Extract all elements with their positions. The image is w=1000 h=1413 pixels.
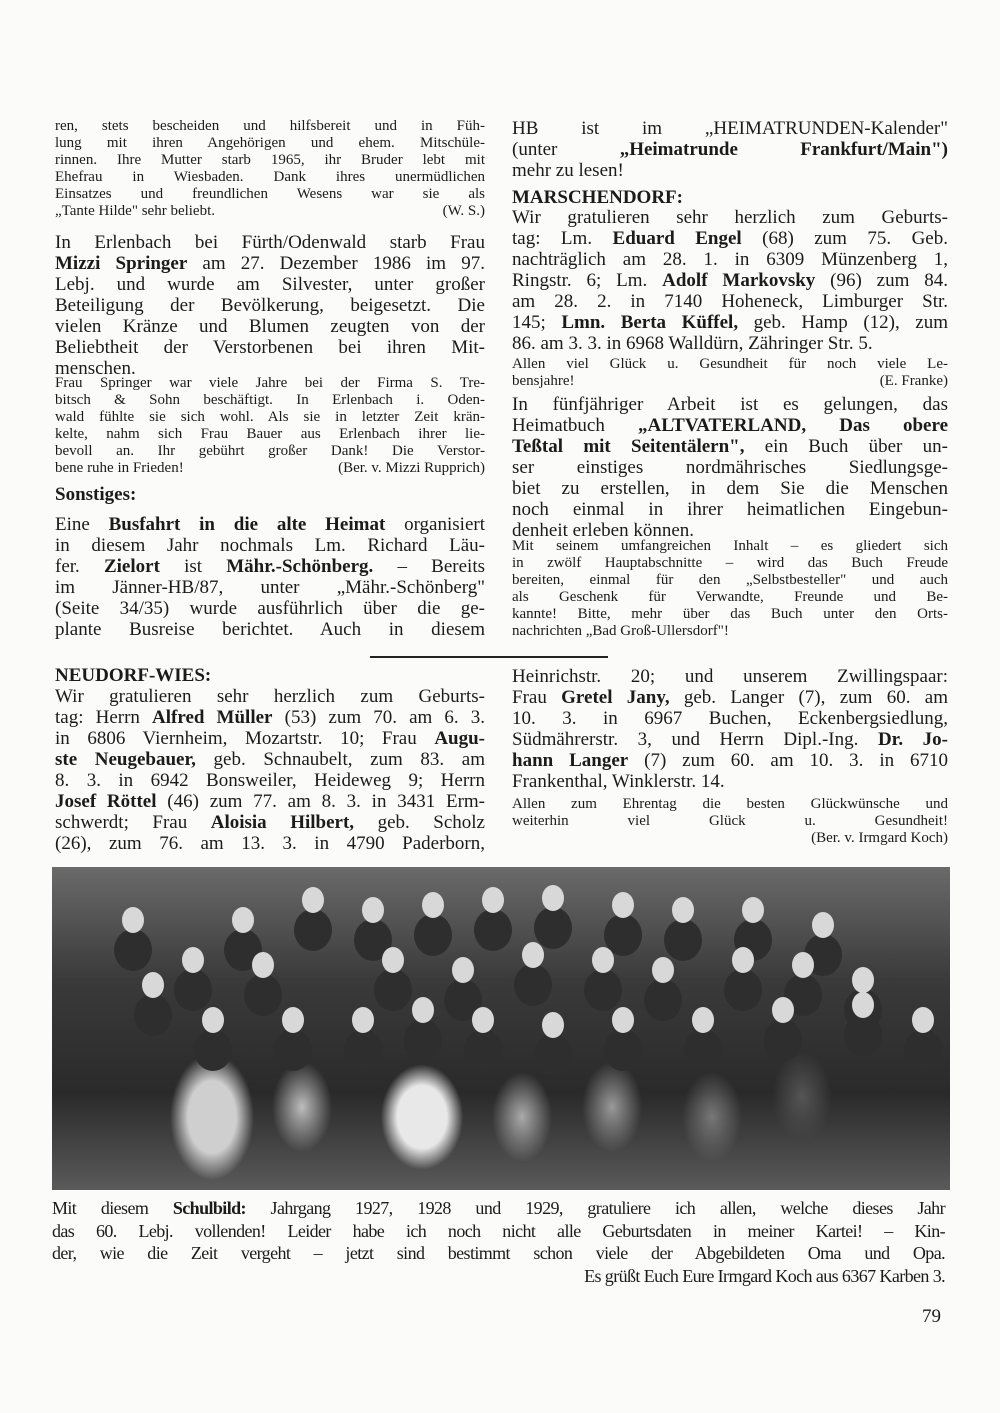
photo-figure	[452, 957, 474, 983]
text-segment: nachrichten „Bad Groß-Ullersdorf"!	[512, 623, 729, 639]
text-line	[55, 535, 485, 556]
line-text	[52, 1243, 945, 1263]
text-line	[55, 169, 485, 186]
attribution: (Ber. v. Mizzi Rupprich)	[338, 460, 485, 476]
line-text	[55, 812, 485, 833]
line-text	[55, 186, 485, 202]
text-segment: Wir gratulieren sehr herzlich zum Geburts-	[512, 207, 948, 228]
text-segment: vielen Kränze und Blumen zeugten von der	[55, 316, 485, 337]
line-text	[55, 514, 485, 535]
line-text	[512, 589, 948, 605]
text-line	[55, 812, 485, 833]
line-text	[512, 270, 948, 291]
text-segment: – Bereits	[373, 556, 485, 577]
neudorf-wishes	[512, 796, 948, 847]
bold-name: Mizzi Springer	[55, 253, 188, 274]
text-segment: Heinrichstr. 20; und unserem Zwillingspaar:	[512, 666, 948, 687]
line-text	[512, 687, 948, 708]
obituary-note	[55, 375, 485, 477]
text-line	[512, 572, 948, 589]
photo-figure	[382, 947, 404, 973]
bold-name: Augu-	[434, 728, 485, 749]
text-segment: ist	[159, 556, 227, 577]
photo-figure	[852, 967, 874, 993]
line-text	[512, 538, 948, 554]
bold-name: „ALTVATERLAND, Das obere	[638, 415, 949, 436]
text-line	[512, 813, 948, 830]
bold-name: Josef Röttel	[55, 791, 157, 812]
line-text	[55, 749, 485, 770]
text-segment: 8. 3. in 6942 Bonsweiler, Heideweg 9; Herrn	[55, 770, 485, 791]
text-segment: als Geschenk für Verwandte, Freunde und Be-	[512, 589, 948, 605]
text-segment: Jahrgang 1927, 1928 und 1929, gratuliere ich allen, welche dieses Jahr	[245, 1198, 945, 1218]
line-text	[512, 394, 948, 415]
line-text	[55, 152, 485, 168]
text-segment: 10. 3. in 6967 Buchen, Eckenbergsiedlung,	[512, 708, 948, 729]
text-segment: in diesem Jahr nochmals Lm. Richard Läu-	[55, 535, 485, 556]
text-line	[55, 619, 485, 640]
photo-figure	[912, 1007, 934, 1033]
bold-name: Gretel Jany,	[561, 687, 670, 708]
text-line	[512, 291, 948, 312]
line-text	[55, 619, 485, 640]
text-segment: weiterhin viel Glück u. Gesundheit!	[512, 813, 948, 829]
line-text	[512, 666, 948, 687]
text-line	[55, 253, 485, 274]
text-segment: „Tante Hilde" sehr beliebt.	[55, 203, 216, 219]
text-segment: (Seite 34/35) wurde ausführlich über die ge-	[55, 598, 485, 619]
text-line	[55, 791, 485, 812]
line-text	[55, 274, 485, 295]
line-text	[55, 135, 485, 151]
text-segment: Frau Springer war viele Jahre bei der Firma S. Tre-	[55, 375, 485, 391]
text-segment: im Jänner-HB/87, unter „Mähr.-Schönberg"	[55, 577, 485, 598]
text-line	[512, 796, 948, 813]
text-segment: das 60. Lebj. vollenden! Leider habe ich noch nicht alle Geburtsdaten in meiner Kartei! – Kin-	[52, 1220, 945, 1241]
bold-name: Mähr.-Schönberg.	[226, 556, 374, 577]
line-text	[512, 750, 948, 771]
text-segment: bevoll an. Ihr gebührt großer Dank! Die Verstor-	[55, 443, 485, 459]
text-line	[512, 771, 948, 792]
photo-figure	[612, 892, 634, 918]
photo-figure	[542, 885, 564, 911]
bold-name: Eduard Engel	[612, 228, 742, 249]
text-segment: Lebj. und wurde am Silvester, unter großer	[55, 274, 485, 295]
line-text	[52, 1221, 945, 1241]
line-text	[512, 606, 948, 622]
line-text	[55, 577, 485, 598]
text-line	[512, 333, 948, 354]
text-line	[512, 312, 948, 333]
text-segment: rinnen. Ihre Mutter starb 1965, ihr Bruder lebt mit	[55, 152, 485, 168]
text-line	[55, 556, 485, 577]
line-text	[811, 830, 948, 846]
text-line	[55, 135, 485, 152]
text-line	[512, 228, 948, 249]
text-line	[512, 356, 948, 373]
text-segment: schwerdt; Frau	[55, 812, 211, 833]
text-line	[512, 589, 948, 606]
text-line	[512, 118, 948, 139]
neudorf-birthdays-continued	[512, 666, 948, 792]
attribution: Es grüßt Euch Eure Irmgard Koch aus 6367 Karben 3.	[584, 1265, 945, 1286]
text-segment: (53) zum 70. am 6. 3.	[272, 707, 486, 728]
text-segment: In Erlenbach bei Fürth/Odenwald starb Frau	[55, 232, 485, 253]
text-line	[512, 687, 948, 708]
text-segment: ser einstiges nordmährisches Siedlungsge-	[512, 457, 948, 478]
photo-figure	[232, 907, 254, 933]
text-segment: kannte! Bitte, mehr über das Buch unter den Orts-	[512, 606, 948, 622]
text-line	[512, 457, 948, 478]
photo-figure	[422, 892, 444, 918]
text-line	[55, 598, 485, 619]
text-line	[55, 295, 485, 316]
text-line	[512, 207, 948, 228]
text-line	[512, 139, 948, 160]
photo-figure	[692, 1007, 714, 1033]
photo-figure	[182, 947, 204, 973]
text-segment: am 27. Dezember 1986 im 97.	[187, 253, 485, 274]
line-text	[55, 686, 485, 707]
class-photo	[52, 867, 950, 1190]
line-text	[512, 478, 948, 499]
text-line	[512, 555, 948, 572]
text-segment: tag: Herrn	[55, 707, 153, 728]
photo-figure	[352, 1007, 374, 1033]
text-segment: geb. Hamp (12), zum	[738, 312, 948, 333]
text-segment: Einsatzes und freundlichen Wesens war sie als	[55, 186, 485, 202]
photo-figure	[142, 972, 164, 998]
text-segment: organisiert	[385, 514, 485, 535]
text-line	[55, 392, 485, 409]
text-segment: Ringstr. 6; Lm.	[512, 270, 663, 291]
text-segment: HB ist im „HEIMATRUNDEN-Kalender"	[512, 118, 948, 139]
text-line	[55, 118, 485, 135]
busfahrt-paragraph	[55, 514, 485, 640]
line-text	[512, 436, 948, 457]
section-heading-marschendorf: MARSCHENDORF:	[512, 187, 683, 208]
text-segment: Heimatbuch	[512, 415, 639, 436]
text-segment: (unter	[512, 139, 620, 160]
line-text	[512, 228, 948, 249]
text-segment: Beliebtheit der Verstorbenen bei ihren Mit-	[55, 337, 485, 358]
text-line	[55, 728, 485, 749]
line-text	[55, 295, 485, 316]
text-line	[512, 830, 948, 847]
line-text	[55, 337, 485, 358]
text-segment: Wir gratulieren sehr herzlich zum Geburts-	[55, 686, 485, 707]
text-segment: Allen viel Glück u. Gesundheit für noch viele Le-	[512, 356, 948, 372]
line-text	[55, 426, 485, 442]
photo-figure	[732, 947, 754, 973]
text-segment: bensjahre!	[512, 373, 575, 389]
line-text	[512, 623, 729, 639]
line-text	[512, 457, 948, 478]
bold-name: hann Langer	[512, 750, 629, 771]
text-line	[52, 1242, 945, 1265]
text-segment: in 6806 Viernheim, Mozartstr. 10; Frau	[55, 728, 435, 749]
text-segment: In fünfjähriger Arbeit ist es gelungen, das	[512, 394, 948, 415]
bold-name: ste Neugebauer,	[55, 749, 196, 770]
text-segment: (7) zum 60. am 10. 3. in 6710	[628, 750, 949, 771]
photo-figure	[302, 887, 324, 913]
line-text	[512, 415, 948, 436]
line-text	[55, 791, 485, 812]
text-segment: geb. Langer (7), zum 60. am	[669, 687, 948, 708]
bold-name: Aloisia Hilbert,	[210, 812, 355, 833]
text-segment: plante Busreise berichtet. Auch in diesem	[55, 619, 485, 640]
text-line	[55, 426, 485, 443]
text-line	[512, 415, 948, 436]
text-segment: geb. Schnaubelt, zum 83. am	[195, 749, 485, 770]
text-line	[55, 460, 485, 477]
photo-figure	[652, 957, 674, 983]
text-segment: bene ruhe in Frieden!	[55, 460, 184, 476]
line-text	[512, 118, 948, 139]
text-line	[55, 375, 485, 392]
line-text	[55, 392, 485, 408]
line-text	[512, 207, 948, 228]
text-segment: der, wie die Zeit vergeht – jetzt sind bestimmt schon viele der Abgebildeten Oma und Opa.	[52, 1243, 945, 1263]
text-segment: Eine	[55, 514, 109, 535]
photo-caption	[52, 1197, 945, 1287]
text-line	[55, 770, 485, 791]
text-segment: tag: Lm.	[512, 228, 613, 249]
section-heading-neudorf-wies: NEUDORF-WIES:	[55, 665, 212, 686]
text-segment: Frankenthal, Winklerstr. 14.	[512, 771, 725, 792]
text-line	[55, 833, 485, 854]
text-line	[512, 666, 948, 687]
line-text	[512, 356, 948, 372]
photo-figure	[592, 947, 614, 973]
text-line	[55, 152, 485, 169]
altvaterland-paragraph	[512, 394, 948, 541]
photo-figure	[282, 1007, 304, 1033]
obituary-continuation	[55, 118, 485, 220]
text-segment: menschen.	[55, 358, 136, 379]
line-text	[55, 203, 215, 220]
line-text	[512, 708, 948, 729]
marschendorf-birthdays	[512, 207, 948, 354]
bold-name: „Heimatrunde Frankfurt/Main")	[619, 139, 948, 160]
line-text	[55, 833, 485, 854]
attribution: (Ber. v. Irmgard Koch)	[811, 830, 948, 846]
bold-name: Lmn. Berta Küffel,	[561, 312, 739, 333]
text-segment: Südmährerstr. 3, und Herrn Dipl.-Ing.	[512, 729, 878, 750]
line-text	[512, 291, 948, 312]
line-text	[55, 253, 485, 274]
line-text	[55, 409, 485, 425]
photo-figure	[672, 897, 694, 923]
line-text	[55, 707, 485, 728]
text-line	[512, 606, 948, 623]
neudorf-birthdays	[55, 686, 485, 854]
bold-name: Zielort	[103, 556, 160, 577]
bold-name: Adolf Markovsky	[662, 270, 816, 291]
line-text	[584, 1266, 945, 1286]
text-segment: Frau	[512, 687, 562, 708]
text-line	[55, 514, 485, 535]
line-text	[55, 316, 485, 337]
text-segment: noch einmal in ihrer heimatlichen Eingebun-	[512, 499, 948, 520]
section-heading-sonstiges: Sonstiges:	[55, 484, 137, 505]
text-line	[55, 203, 485, 220]
text-line	[512, 436, 948, 457]
line-text	[512, 312, 948, 333]
line-text	[512, 373, 574, 390]
line-text	[55, 770, 485, 791]
line-text	[55, 728, 485, 749]
text-segment: fer.	[55, 556, 104, 577]
photo-figure	[852, 992, 874, 1018]
marschendorf-wishes	[512, 356, 948, 390]
text-segment: bitsch & Sohn beschäftigt. In Erlenbach i. Oden-	[55, 392, 485, 408]
attribution: (W. S.)	[442, 203, 485, 219]
text-segment: wald fühlte sie sich wohl. Als sie in letzter Zeit krän-	[55, 409, 485, 425]
text-segment: Mit diesem	[52, 1198, 173, 1218]
text-line	[512, 394, 948, 415]
text-segment: kelte, nahm sich Frau Bauer aus Erlenbach ihrer lie-	[55, 426, 485, 442]
line-text	[55, 460, 184, 477]
text-line	[512, 249, 948, 270]
photo-figure	[612, 1007, 634, 1033]
heimatrunden-paragraph	[512, 118, 948, 181]
line-text	[512, 729, 948, 750]
text-segment: am 28. 2. in 7140 Hoheneck, Limburger Str.	[512, 291, 948, 312]
line-text	[512, 499, 948, 520]
line-text	[512, 333, 873, 354]
photo-figure	[412, 997, 434, 1023]
line-text	[55, 443, 485, 459]
line-text	[512, 160, 624, 181]
bold-name: Teßtal mit Seitentälern",	[512, 436, 745, 457]
text-line	[55, 707, 485, 728]
text-line	[512, 478, 948, 499]
text-line	[512, 729, 948, 750]
line-text	[55, 556, 485, 577]
text-line	[55, 337, 485, 358]
line-text	[52, 1198, 945, 1218]
text-line	[512, 373, 948, 390]
text-segment: nachträglich am 28. 1. in 6309 Münzenberg 1,	[512, 249, 948, 270]
text-line	[55, 749, 485, 770]
text-line	[52, 1265, 945, 1288]
line-text	[55, 598, 485, 619]
text-line	[55, 274, 485, 295]
photo-figure	[772, 997, 794, 1023]
bold-name: Schulbild:	[172, 1198, 246, 1218]
line-text	[512, 813, 948, 829]
photo-figure	[792, 952, 814, 978]
section-divider	[370, 656, 608, 658]
text-line	[512, 750, 948, 771]
photo-figure	[542, 1012, 564, 1038]
line-text	[512, 572, 948, 588]
text-segment: 145;	[512, 312, 562, 333]
photo-figure	[122, 907, 144, 933]
text-line	[512, 160, 948, 181]
text-segment: lung mit ihren Angehörigen und ehem. Mitschüle-	[55, 135, 485, 151]
bold-name: Busfahrt in die alte Heimat	[108, 514, 386, 535]
photo-figure	[202, 1007, 224, 1033]
text-segment: bereiten, einmal für den „Selbstbesteller" und auch	[512, 572, 948, 588]
text-segment: geb. Scholz	[354, 812, 485, 833]
text-line	[512, 499, 948, 520]
obituary-mizzi-springer	[55, 232, 485, 379]
text-line	[55, 577, 485, 598]
text-segment: ein Buch über un-	[744, 436, 948, 457]
text-segment: Mit seinem umfangreichen Inhalt – es gliedert sich	[512, 538, 948, 554]
text-line	[512, 538, 948, 555]
line-text	[55, 232, 485, 253]
bold-name: Alfred Müller	[152, 707, 273, 728]
photo-figure	[742, 897, 764, 923]
text-line	[55, 232, 485, 253]
photo-figure	[362, 897, 384, 923]
photo-figure	[472, 1007, 494, 1033]
text-line	[55, 686, 485, 707]
page-number: 79	[922, 1306, 941, 1327]
text-line	[55, 443, 485, 460]
text-line	[55, 409, 485, 426]
line-text	[55, 535, 485, 556]
text-segment: Beteiligung der Bevölkerung, beigesetzt. Die	[55, 295, 485, 316]
text-segment: ren, stets bescheiden und hilfsbereit und in Füh-	[55, 118, 485, 134]
text-segment: (96) zum 84.	[815, 270, 948, 291]
line-text	[55, 169, 485, 185]
line-text	[55, 375, 485, 391]
photo-figure	[812, 912, 834, 938]
line-text	[512, 139, 948, 160]
text-line	[512, 623, 948, 640]
text-line	[55, 186, 485, 203]
text-segment: in zwölf Hauptabschnitte – wird das Buch Freude	[512, 555, 948, 571]
photo-figure	[482, 887, 504, 913]
line-text	[512, 771, 725, 792]
text-line	[512, 270, 948, 291]
text-line	[52, 1220, 945, 1243]
text-segment: Ehefrau in Wiesbaden. Dank ihres unermüdlichen	[55, 169, 485, 185]
line-text	[55, 118, 485, 134]
text-line	[512, 708, 948, 729]
text-segment: Allen zum Ehrentag die besten Glückwünsche und	[512, 796, 948, 812]
text-segment: denheit erleben können.	[512, 520, 695, 541]
line-text	[512, 249, 948, 270]
altvaterland-note	[512, 538, 948, 640]
text-line	[52, 1197, 945, 1220]
attribution: (E. Franke)	[879, 373, 948, 389]
text-segment: (46) zum 77. am 8. 3. in 3431 Erm-	[156, 791, 485, 812]
photo-figure	[522, 942, 544, 968]
text-segment: mehr zu lesen!	[512, 160, 624, 181]
line-text	[512, 796, 948, 812]
bold-name: Dr. Jo-	[877, 729, 948, 750]
line-text	[512, 555, 948, 571]
text-segment: (68) zum 75. Geb.	[741, 228, 948, 249]
text-segment: (26), zum 76. am 13. 3. in 4790 Paderborn,	[55, 833, 485, 854]
text-segment: biet zu erstellen, in dem Sie die Menschen	[512, 478, 948, 499]
photo-figure	[252, 952, 274, 978]
text-segment: 86. am 3. 3. in 6968 Walldürn, Zähringer Str. 5.	[512, 333, 873, 354]
text-line	[55, 316, 485, 337]
